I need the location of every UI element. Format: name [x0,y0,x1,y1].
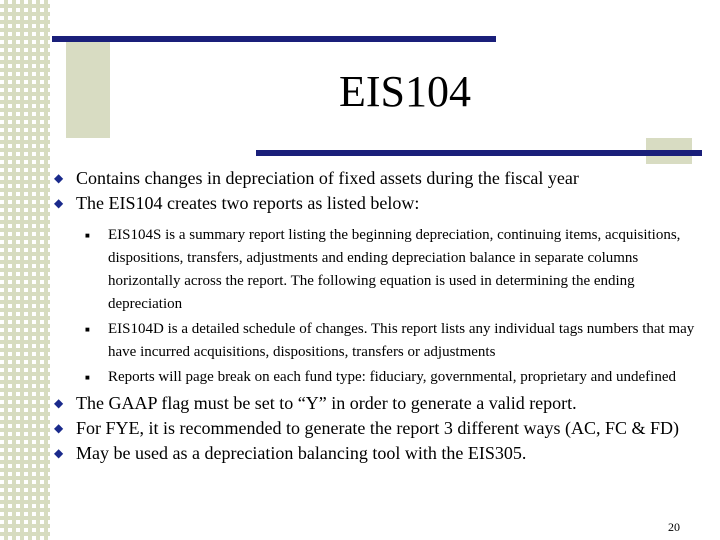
sub-bullet-item [50,318,710,364]
slide-content [50,166,710,466]
sub-bullet-list [50,224,710,389]
sub-bullet-text: EIS104S is a summary report listing the beginning depreciation, continuing items, acquisitions, dispositions, transfers, adjustments and ending depreciation balance in separate columns horizontally across the report. The following equation is used in determining the ending depreciation [108,227,681,312]
bullet-item [50,391,710,416]
bullet-text: May be used as a depreciation balancing tool with the EIS305. [76,443,527,463]
diamond-bullet-icon: ◆ [54,171,64,185]
slide-title: EIS104 [339,67,471,116]
bullet-item [50,441,710,466]
bullet-text: Contains changes in depreciation of fixed assets during the fiscal year [76,168,579,188]
bullet-item [50,166,710,191]
bullet-text: For FYE, it is recommended to generate the report 3 different ways (AC, FC & FD) [76,418,680,438]
page-number: 20 [668,520,680,534]
bullet-item [50,191,710,216]
diamond-bullet-icon: ◆ [54,396,64,410]
decorative-green-block-top [66,38,110,138]
bullet-text: The GAAP flag must be set to “Y” in order to generate a valid report. [76,393,577,413]
square-bullet-icon: ■ [85,231,90,240]
bullet-text: The EIS104 creates two reports as listed below: [76,193,420,213]
sub-bullet-item [50,224,710,316]
diamond-bullet-icon: ◆ [54,446,64,460]
diamond-bullet-icon: ◆ [54,421,64,435]
sub-bullet-item [50,366,710,389]
sub-bullet-text: Reports will page break on each fund type: fiduciary, governmental, proprietary and undefined [108,369,676,385]
diamond-bullet-icon: ◆ [54,196,64,210]
square-bullet-icon: ■ [85,325,90,334]
title-top-rule [52,36,496,42]
bullet-item [50,416,710,441]
title-bottom-rule [256,150,702,156]
decorative-grid-strip [0,0,50,540]
sub-bullet-text: EIS104D is a detailed schedule of changes. This report lists any individual tags numbers that may have incurred acquisitions, dispositions, transfers or adjustments [108,321,695,360]
square-bullet-icon: ■ [85,373,90,382]
